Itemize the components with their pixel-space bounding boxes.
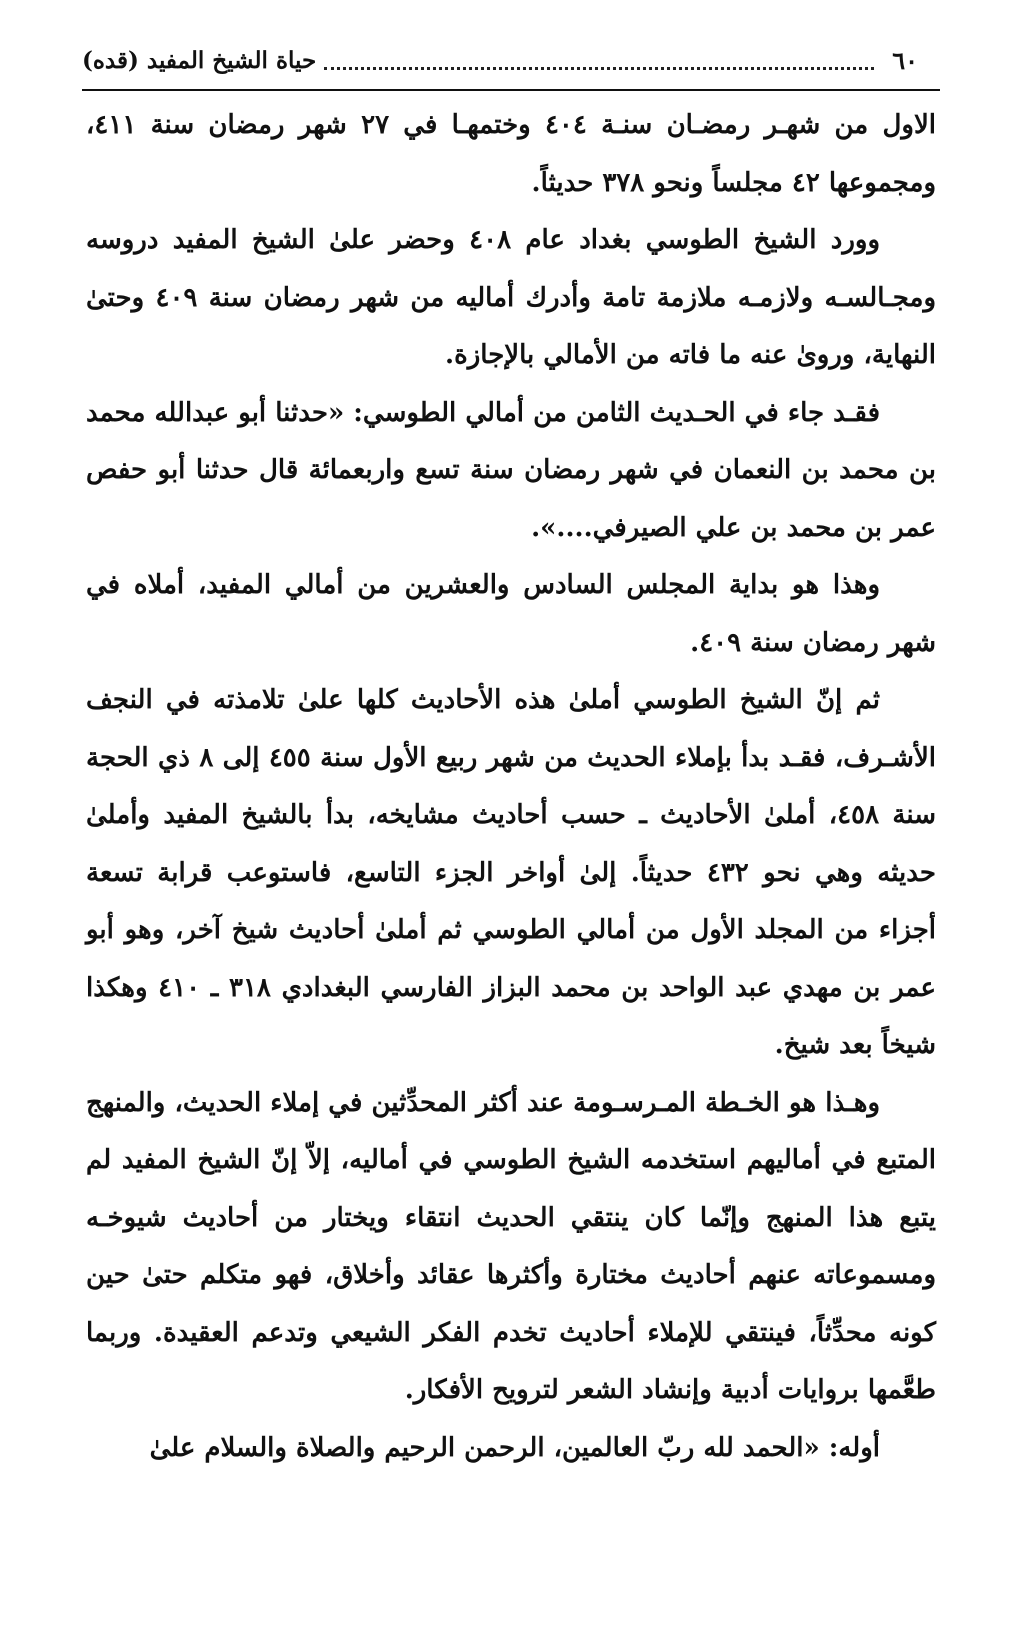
- page-number: ٦٠: [892, 45, 918, 75]
- paragraph-5: ثم إنّ الشيخ الطوسي أملىٰ هذه الأحاديث كلها علىٰ تلامذته في النجف الأشـرف، فقـد بدأ بإملاء الحديث من شهر ربيع الأول سنة ٤٥٥ إلى ٨ ذي الحجة سنة ٤٥٨، أملىٰ الأحاديث ـ حسب أحاديث مشايخه، بدأ بالشيخ المفيد وأملىٰ حديثه وهي نحو ٤٣٢ حديثاً. إلىٰ أواخر الجزء التاسع، فاستوعب قرابة تسعة أجزاء من المجلد الأول من أمالي الطوسي ثم أملىٰ أحاديث شيخ آخر، وهو أبو عمر بن مهدي عبد الواحد بن محمد البزاز الفارسي البغدادي ٣١٨ ـ ٤١٠ وهكذا شيخاً بعد شيخ.: [86, 685, 936, 1060]
- paragraph-4: وهذا هو بداية المجلس السادس والعشرين من أمالي المفيد، أملاه في شهر رمضان سنة ٤٠٩.: [86, 570, 936, 658]
- dotted-leader: [324, 67, 874, 70]
- running-title: حياة الشيخ المفيد (قده): [82, 46, 317, 74]
- paragraph-6: وهـذا هو الخـطة المـرسـومة عند أكثر المحدِّثين في إملاء الحديث، والمنهج المتبع في أماليهم استخدمه الشيخ الطوسي في أماليه، إلاّ إنّ الشيخ المفيد لم يتبع هذا المنهج وإنّما كان ينتقي الحديث انتقاء ويختار من أحاديث شيوخـه ومسموعاته عنهم أحاديث مختارة وأكثرها عقائد وأخلاق، فهو متكلم حتىٰ حين كونه محدِّثاً، فينتقي للإملاء أحاديث تخدم الفكر الشيعي وتدعم العقيدة. وربما طعَّمها بروايات أدبية وإنشاد الشعر لترويح الأفكار.: [86, 1087, 936, 1405]
- paragraph-2: وورد الشيخ الطوسي بغداد عام ٤٠٨ وحضر علىٰ الشيخ المفيد دروسه ومجـالسـه ولازمـه ملازمة تامة وأدرك أماليه من شهر رمضان سنة ٤٠٩ وحتىٰ النهاية، وروىٰ عنه ما فاته من الأمالي بالإجازة.: [86, 225, 936, 370]
- page-header: [82, 38, 940, 82]
- paragraph-7: أوله: «الحمد لله ربّ العالمين، الرحمن الرحيم والصلاة والسلام علىٰ: [149, 1432, 880, 1463]
- header-rule: [82, 89, 940, 91]
- body-text: [86, 97, 936, 1477]
- paragraph-3: فقـد جاء في الحـديث الثامن من أمالي الطوسي: «حدثنا أبو عبدالله محمد بن محمد بن النعمان في شهر رمضان سنة تسع واربعمائة قال حدثنا أبو حفص عمر بن محمد بن علي الصيرفي....».: [86, 397, 936, 543]
- paragraph-1: الاول من شهـر رمضـان سنـة ٤٠٤ وختمهـا في ٢٧ شهر رمضان سنة ٤١١، ومجموعها ٤٢ مجلساً ونحو ٣٧٨ حديثاً.: [86, 110, 936, 198]
